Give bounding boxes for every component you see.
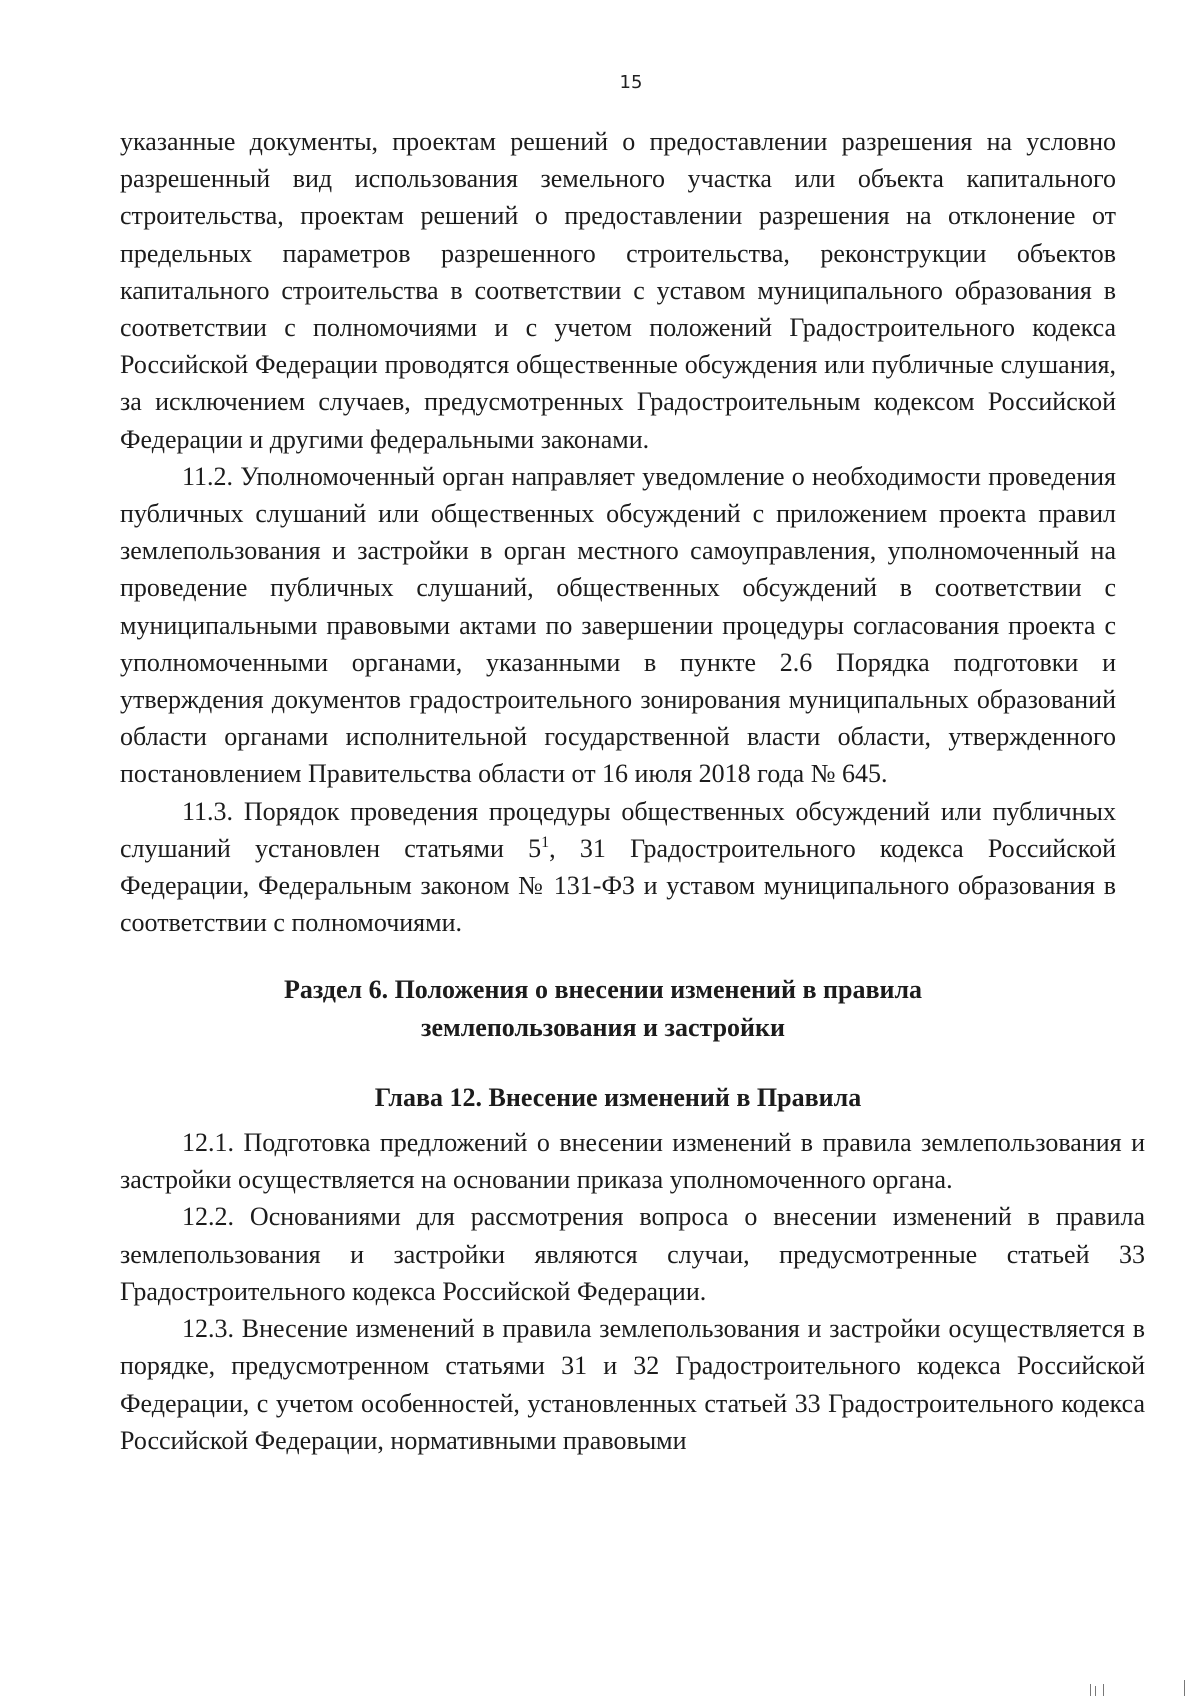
text-block-upper [120,123,1116,1116]
scan-artifact-mark [1090,1684,1091,1696]
paragraph-12-3: 12.3. Внесение изменений в правила землепользования и застройки осуществляется в порядке, предусмотренном статьями 31 и 32 Градостроительного кодекса Российской Федерации, с учетом особенностей, установленных статьей 33 Градостроительного кодекса Российской Федерации, нормативными правовыми [120,1314,1145,1455]
section-heading-line-2: землепользования и застройки [421,1012,785,1042]
superscript-article-number: 1 [541,833,550,851]
paragraph-12-2: 12.2. Основаниями для рассмотрения вопроса о внесении изменений в правила землепользования и застройки являются случаи, предусмотренные статьей 33 Градостроительного кодекса Российской Федерации. [120,1202,1145,1306]
section-heading-line-1: Раздел 6. Положения о внесении изменений в правила [283,975,923,1005]
paragraph-11-3-part2: , 31 Градостроительного кодекса Российской Федерации, Федеральным законом № 131-ФЗ и уставом муниципального образования в соответствии с полномочиями. [120,833,1116,938]
text-block-lower [120,1124,1145,1459]
scan-artifact-mark [1095,1686,1096,1696]
chapter-heading: Глава 12. Внесение изменений в Правила [374,1082,862,1112]
paragraph-11-3-part1: 11.3. Порядок проведения процедуры общественных обсуждений или публичных слушаний установлен статьями 5 [120,796,1116,863]
page-number: 15 [619,72,643,93]
document-body [120,123,1145,1459]
paragraph-continuation: указанные документы, проектам решений о предоставлении разрешения на условно разрешенный вид использования земельного участка или объекта капитального строительства, проектам решений о предоставлении разрешения на отклонение от предельных параметров разрешенного строительства, реконструкции объектов капитального строительства в соответствии с уставом муниципального образования в соответствии с полномочиями и с учетом положений Градостроительного кодекса Российской Федерации проводятся общественные обсуждения или публичные слушания, за исключением случаев, предусмотренных Градостроительным кодексом Российской Федерации и другими федеральными законами. [120,127,1116,454]
paragraph-12-1: 12.1. Подготовка предложений о внесении изменений в правила землепользования и застройки осуществляется на основании приказа уполномоченного органа. [120,1128,1145,1195]
scan-artifact-mark [1184,1680,1185,1696]
paragraph-11-3 [120,793,1116,942]
paragraph-11-2: 11.2. Уполномоченный орган направляет уведомление о необходимости проведения публичных слушаний или общественных обсуждений с приложением проекта правил землепользования и застройки в орган местного самоуправления, уполномоченный на проведение публичных слушаний, общественных обсуждений в соответствии с муниципальными правовыми актами по завершении процедуры согласования проекта с уполномоченными органами, указанными в пункте 2.6 Порядка подготовки и утверждения документов градостроительного зонирования муниципальных образований области органами исполнительной государственной власти области, утвержденного постановлением Правительства области от 16 июля 2018 года № 645. [120,461,1116,789]
scan-artifact-mark [1103,1684,1104,1696]
section-heading [120,971,1116,1045]
